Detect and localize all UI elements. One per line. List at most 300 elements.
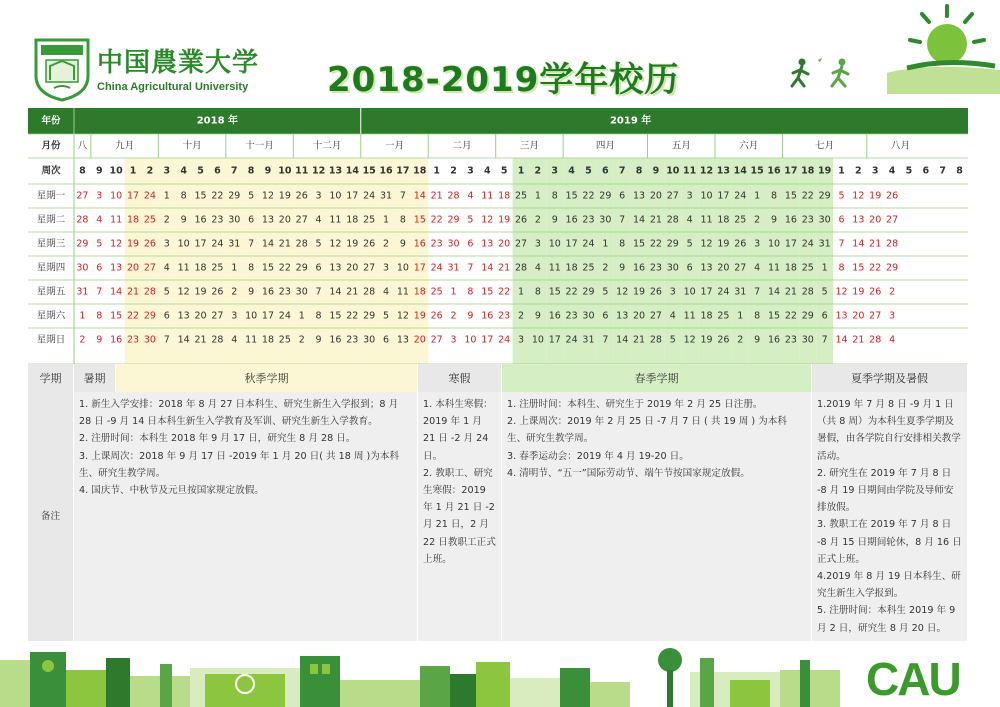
month-label: 二月 (452, 140, 472, 152)
runners-icon (790, 56, 880, 96)
remarks-winter (418, 392, 502, 641)
month-label: 四月 (595, 140, 615, 152)
day-cell: 27 (143, 262, 156, 274)
day-cell: 7 (754, 286, 761, 298)
week-number: 11 (295, 165, 309, 177)
day-cell: 21 (126, 286, 140, 298)
day-cell: 22 (649, 238, 662, 250)
remark-item: 1. 注册时间：本科生、研究生于 2019 年 2 月 25 日注册。 (507, 399, 763, 410)
day-cell: 17 (413, 262, 426, 274)
day-cell: 20 (649, 190, 662, 202)
day-cell: 1 (821, 262, 828, 274)
column-shade (664, 158, 681, 364)
day-cell: 11 (481, 190, 494, 202)
day-cell: 28 (869, 334, 882, 346)
day-cell: 13 (177, 310, 190, 322)
day-cell: 25 (582, 262, 595, 274)
day-cell: 3 (450, 334, 457, 346)
term-spring: 春季学期 (502, 364, 812, 392)
column-shade (580, 158, 597, 364)
day-cell: 9 (248, 286, 255, 298)
day-cell: 7 (602, 334, 609, 346)
day-cell: 12 (329, 238, 342, 250)
day-cell: 7 (838, 238, 845, 250)
row-label: 星期六 (36, 310, 66, 322)
day-cell: 18 (565, 262, 578, 274)
day-cell: 17 (717, 190, 730, 202)
day-cell: 26 (295, 190, 308, 202)
row-label: 星期三 (36, 238, 66, 250)
day-cell: 27 (363, 262, 376, 274)
day-cell: 29 (599, 190, 612, 202)
day-cell: 8 (619, 238, 626, 250)
day-cell: 10 (683, 286, 696, 298)
week-number: 8 (635, 165, 643, 177)
week-number: 9 (95, 165, 103, 177)
day-cell: 24 (278, 310, 291, 322)
column-shade (260, 158, 277, 364)
day-cell: 18 (784, 262, 797, 274)
day-cell: 16 (413, 238, 426, 250)
day-cell: 9 (754, 334, 761, 346)
day-cell: 29 (447, 214, 460, 226)
column-shade (799, 158, 816, 364)
day-cell: 23 (278, 286, 291, 298)
day-cell: 21 (346, 286, 359, 298)
day-cell: 9 (551, 214, 558, 226)
day-cell: 19 (346, 238, 359, 250)
day-cell: 17 (548, 334, 561, 346)
column-shade (597, 158, 614, 364)
column-shade (327, 158, 344, 364)
day-cell: 11 (548, 262, 561, 274)
week-number: 14 (733, 165, 747, 177)
column-shade (715, 158, 732, 364)
week-number: 15 (362, 165, 376, 177)
day-cell: 27 (430, 334, 443, 346)
day-cell: 6 (686, 262, 693, 274)
day-cell: 11 (700, 214, 713, 226)
day-cell: 10 (329, 190, 342, 202)
day-cell: 3 (163, 238, 170, 250)
column-shade (749, 158, 766, 364)
day-cell: 13 (700, 262, 713, 274)
day-cell: 13 (261, 214, 275, 226)
day-cell: 6 (96, 262, 103, 274)
day-cell: 16 (261, 286, 275, 298)
day-cell: 30 (76, 262, 89, 274)
day-cell: 17 (481, 334, 494, 346)
week-number: 2 (855, 165, 862, 177)
column-shade (782, 158, 799, 364)
day-cell: 6 (383, 334, 390, 346)
day-cell: 12 (177, 286, 190, 298)
column-shade (192, 158, 209, 364)
week-number: 1 (838, 165, 845, 177)
day-cell: 10 (531, 334, 544, 346)
day-cell: 2 (754, 214, 761, 226)
day-cell: 29 (801, 310, 814, 322)
university-emblem-icon (32, 36, 92, 102)
day-cell: 3 (534, 238, 541, 250)
day-cell: 1 (517, 286, 525, 298)
day-cell: 26 (649, 286, 662, 298)
column-shade (411, 158, 428, 364)
term-label: 学期 (28, 364, 74, 392)
day-cell: 29 (143, 310, 156, 322)
day-cell: 13 (110, 262, 123, 274)
day-cell: 24 (565, 334, 578, 346)
day-cell: 22 (211, 190, 224, 202)
day-cell: 9 (399, 238, 406, 250)
day-cell: 30 (295, 286, 308, 298)
day-cell: 22 (430, 214, 443, 226)
remark-item: 1. 新生入学安排：2018 年 8 月 27 日本科生、研究生新生入学报到；8 月 28 日 -9 月 14 日本科生新生入学教育及军训、研究生新生入学教育。 (79, 399, 399, 428)
day-cell: 3 (889, 310, 896, 322)
remark-item: 5. 注册时间：本科生 2019 年 9 月 2 日，研究生 8 月 20 日。 (817, 605, 956, 634)
day-cell: 13 (329, 262, 342, 274)
column-shade (209, 158, 226, 364)
day-cell: 23 (126, 334, 140, 346)
day-cell: 15 (565, 190, 578, 202)
column-shade (681, 158, 698, 364)
day-cell: 31 (818, 238, 831, 250)
day-cell: 24 (717, 286, 730, 298)
column-shade (614, 158, 631, 364)
day-cell: 15 (767, 310, 781, 322)
year-label: 2018 年 (196, 115, 239, 127)
day-cell: 5 (669, 334, 676, 346)
week-number: 1 (129, 165, 137, 177)
week-number: 3 (467, 165, 474, 177)
day-cell: 1 (737, 310, 744, 322)
day-cell: 28 (447, 190, 460, 202)
day-cell: 16 (110, 334, 123, 346)
week-number: 8 (79, 165, 86, 177)
day-cell: 16 (481, 310, 494, 322)
week-number: 17 (396, 165, 410, 177)
month-label: 十一月 (245, 140, 274, 152)
week-number: 2 (146, 165, 154, 177)
day-cell: 26 (514, 214, 528, 226)
row-label: 星期四 (36, 262, 66, 274)
column-shade (276, 158, 293, 364)
week-number: 16 (767, 165, 781, 177)
day-cell: 24 (498, 334, 511, 346)
day-cell: 1 (231, 262, 238, 274)
university-name-en: China Agricultural University (97, 81, 249, 93)
day-cell: 27 (514, 238, 528, 250)
day-cell: 4 (96, 214, 103, 226)
day-cell: 20 (852, 310, 865, 322)
column-shade (732, 158, 749, 364)
day-cell: 4 (669, 310, 676, 322)
day-cell: 25 (211, 262, 224, 274)
day-cell: 25 (717, 310, 730, 322)
day-cell: 10 (464, 334, 477, 346)
day-cell: 6 (602, 310, 609, 322)
year-row-bg (28, 108, 968, 134)
page-title: 2018-2019学年校历 (327, 60, 680, 100)
column-shade (631, 158, 648, 364)
day-cell: 14 (329, 286, 342, 298)
row-label: 星期一 (36, 190, 66, 202)
day-cell: 28 (143, 286, 156, 298)
day-cell: 23 (801, 214, 814, 226)
day-cell: 16 (548, 310, 561, 322)
day-cell: 3 (231, 310, 238, 322)
day-cell: 12 (396, 310, 409, 322)
column-shade (394, 158, 411, 364)
day-cell: 22 (565, 286, 578, 298)
week-number: 7 (618, 165, 626, 177)
day-cell: 31 (447, 262, 460, 274)
column-shade (546, 158, 563, 364)
day-cell: 28 (886, 238, 899, 250)
week-number: 3 (551, 165, 559, 177)
day-cell: 29 (818, 190, 831, 202)
day-cell: 2 (534, 214, 541, 226)
week-number: 14 (345, 165, 359, 177)
day-cell: 29 (582, 286, 595, 298)
day-cell: 21 (194, 334, 207, 346)
day-cell: 30 (228, 214, 241, 226)
day-cell: 2 (79, 334, 86, 346)
day-cell: 31 (76, 286, 89, 298)
column-shade (226, 158, 243, 364)
day-cell: 1 (450, 286, 457, 298)
day-cell: 4 (686, 214, 693, 226)
day-cell: 7 (96, 286, 103, 298)
day-cell: 30 (143, 334, 156, 346)
row-label: 星期五 (36, 286, 66, 298)
day-cell: 3 (383, 262, 390, 274)
day-cell: 5 (838, 190, 845, 202)
day-cell: 9 (467, 310, 474, 322)
day-cell: 7 (399, 190, 406, 202)
day-cell: 11 (767, 262, 781, 274)
day-cell: 17 (346, 190, 359, 202)
day-cell: 1 (754, 190, 761, 202)
remark-item: 2. 研究生在 2019 年 7 月 8 日 -8 月 19 日期间由学院及导师安排放假。 (817, 467, 954, 514)
week-number: 4 (180, 165, 187, 177)
day-cell: 12 (110, 238, 123, 250)
day-cell: 3 (669, 286, 676, 298)
week-number: 4 (568, 165, 575, 177)
day-cell: 4 (231, 334, 238, 346)
day-cell: 22 (278, 262, 291, 274)
day-cell: 21 (430, 190, 443, 202)
day-cell: 13 (481, 238, 494, 250)
day-cell: 21 (869, 238, 882, 250)
day-cell: 8 (315, 310, 322, 322)
day-cell: 30 (599, 214, 612, 226)
footer-decoration (0, 640, 1000, 707)
day-cell: 2 (889, 286, 896, 298)
day-cell: 30 (363, 334, 376, 346)
day-cell: 24 (430, 262, 443, 274)
day-cell: 3 (686, 190, 693, 202)
day-cell: 17 (565, 238, 578, 250)
day-cell: 5 (467, 214, 474, 226)
week-number: 6 (214, 165, 221, 177)
day-cell: 31 (734, 286, 747, 298)
day-cell: 21 (784, 286, 797, 298)
week-number: 13 (716, 165, 731, 177)
day-cell: 24 (582, 238, 595, 250)
row-label: 月份 (41, 140, 61, 152)
term-summer-break: 暑期 (74, 364, 116, 392)
day-cell: 30 (801, 334, 814, 346)
day-cell: 15 (784, 190, 797, 202)
day-cell: 18 (700, 310, 713, 322)
day-cell: 10 (548, 238, 561, 250)
day-cell: 26 (717, 334, 730, 346)
day-cell: 22 (346, 310, 359, 322)
day-cell: 6 (163, 310, 170, 322)
week-number: 6 (602, 165, 609, 177)
day-cell: 6 (467, 238, 474, 250)
day-cell: 7 (163, 334, 170, 346)
remark-item: 4. 清明节、“五一”国际劳动节、端午节按国家规定放假。 (507, 467, 750, 479)
day-cell: 3 (315, 190, 322, 202)
day-cell: 13 (852, 214, 865, 226)
day-cell: 20 (498, 238, 511, 250)
column-shade (378, 158, 395, 364)
day-cell: 6 (821, 310, 828, 322)
day-cell: 18 (194, 262, 207, 274)
day-cell: 17 (194, 238, 207, 250)
month-label: 十二月 (312, 140, 342, 152)
term-row (28, 364, 968, 392)
column-shade (344, 158, 361, 364)
day-cell: 16 (194, 214, 207, 226)
day-cell: 28 (76, 214, 89, 226)
day-cell: 4 (467, 190, 474, 202)
day-cell: 11 (396, 286, 409, 298)
day-cell: 8 (180, 190, 187, 202)
week-number: 3 (871, 165, 879, 177)
day-cell: 26 (211, 286, 224, 298)
day-cell: 6 (838, 214, 845, 226)
week-number: 10 (666, 165, 680, 177)
day-cell: 6 (315, 262, 322, 274)
day-cell: 5 (686, 238, 693, 250)
day-cell: 22 (869, 262, 882, 274)
day-cell: 25 (514, 190, 528, 202)
remark-item: 3. 教职工在 2019 年 7 月 8 日 -8 月 15 日期间轮休，8 月 16 日正式上班。 (817, 519, 962, 565)
remark-item: 1.2019 年 7 月 8 日 -9 月 1 日（共 8 周）为本科生夏季学期及暑假，由各学院自行安排相关教学活动。 (817, 399, 961, 462)
day-cell: 12 (700, 238, 713, 250)
column-shade (175, 158, 192, 364)
day-cell: 28 (363, 286, 376, 298)
day-cell: 18 (498, 190, 511, 202)
day-cell: 19 (194, 286, 207, 298)
day-cell: 3 (96, 190, 103, 202)
day-cell: 4 (889, 334, 896, 346)
column-shade (529, 158, 546, 364)
week-number: 1 (517, 165, 525, 177)
day-cell: 15 (413, 214, 426, 226)
day-cell: 26 (734, 238, 747, 250)
campus-skyline-icon (0, 640, 1000, 707)
day-cell: 4 (315, 214, 322, 226)
day-cell: 8 (551, 190, 558, 202)
day-cell: 23 (784, 334, 797, 346)
day-cell: 2 (298, 334, 305, 346)
remark-item: 3. 上课周次：2018 年 9 月 17 日 -2019 年 1 月 20 日( 共 18 周 )为本科生、研究生教学周。 (79, 450, 400, 479)
day-cell: 28 (666, 214, 679, 226)
day-cell: 15 (633, 238, 646, 250)
day-cell: 20 (278, 214, 291, 226)
day-cell: 19 (498, 214, 511, 226)
day-cell: 1 (79, 310, 86, 322)
row-label: 星期日 (36, 334, 66, 346)
day-cell: 15 (852, 262, 865, 274)
month-label: 八 (77, 140, 88, 152)
day-cell: 2 (383, 238, 390, 250)
sun-decoration-icon (887, 2, 1000, 94)
day-cell: 20 (717, 262, 730, 274)
day-cell: 23 (582, 214, 595, 226)
day-cell: 27 (295, 214, 308, 226)
day-cell: 21 (633, 334, 646, 346)
day-cell: 19 (633, 286, 646, 298)
term-summer: 夏季学期及暑假 (812, 364, 968, 392)
day-cell: 26 (430, 310, 443, 322)
column-shade (158, 158, 175, 364)
remarks-summer (812, 392, 968, 641)
week-number: 10 (278, 165, 292, 177)
day-cell: 7 (467, 262, 474, 274)
day-cell: 19 (717, 238, 730, 250)
day-cell: 17 (784, 238, 797, 250)
day-cell: 8 (96, 310, 103, 322)
day-cell: 24 (211, 238, 224, 250)
calendar-grid (28, 108, 968, 364)
day-cell: 21 (649, 214, 662, 226)
week-number: 8 (247, 165, 255, 177)
day-cell: 4 (754, 262, 761, 274)
week-number: 9 (652, 165, 660, 177)
day-cell: 12 (261, 190, 275, 202)
day-cell: 9 (534, 310, 541, 322)
day-cell: 30 (666, 262, 679, 274)
day-cell: 5 (248, 190, 255, 202)
column-shade (563, 158, 580, 364)
day-cell: 19 (126, 238, 140, 250)
day-cell: 8 (467, 286, 474, 298)
day-cell: 9 (96, 334, 103, 346)
day-cell: 16 (784, 214, 797, 226)
day-cell: 24 (143, 190, 156, 202)
remark-item: 4.2019 年 8 月 19 日本科生、研究生新生入学报到。 (817, 571, 961, 600)
day-cell: 11 (683, 310, 696, 322)
day-cell: 4 (163, 262, 170, 274)
day-cell: 20 (346, 262, 359, 274)
day-cell: 8 (770, 190, 778, 202)
day-cell: 31 (582, 334, 595, 346)
day-cell: 19 (700, 334, 713, 346)
day-cell: 8 (838, 262, 845, 274)
day-cell: 12 (835, 286, 848, 298)
week-number: 13 (328, 165, 343, 177)
day-cell: 13 (396, 334, 409, 346)
day-cell: 20 (869, 214, 882, 226)
column-shade (513, 158, 530, 364)
week-number: 19 (818, 165, 832, 177)
day-cell: 24 (363, 190, 376, 202)
